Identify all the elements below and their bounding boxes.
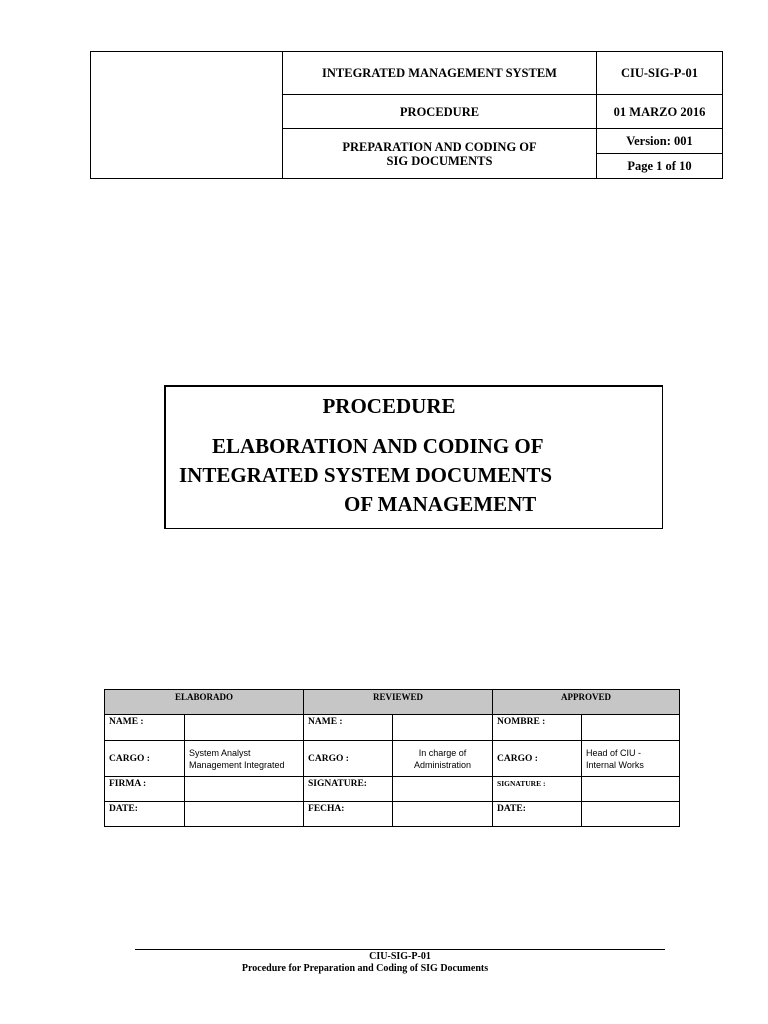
logo-placeholder [91,52,283,178]
title-line-4: OF MANAGEMENT [344,492,537,516]
value-date-reviewed [393,802,493,827]
header-subject-line1: PREPARATION AND CODING OF [342,139,537,154]
header-doc-type: PROCEDURE [283,95,596,129]
label-signature-approved: SIGNATURE : [493,777,582,802]
table-row-cargo [105,741,680,777]
value-signature-reviewed [393,777,493,802]
approval-header-row [105,690,680,715]
footer-description: Procedure for Preparation and Coding of SIG Documents [241,963,489,974]
header-page-number: Page 1 of 10 [627,159,692,173]
label-date-elaborated: DATE: [105,802,185,827]
value-cargo-reviewed-line1: In charge of [418,747,467,758]
value-signature-approved [582,777,680,802]
label-date-approved: DATE: [493,802,582,827]
value-cargo-approved-line1: Head of CIU - [586,747,642,758]
label-cargo-elaborated: CARGO : [105,741,185,777]
header-subject [283,129,596,178]
value-cargo-approved [582,741,680,777]
title-line-3: INTEGRATED SYSTEM DOCUMENTS [179,463,553,487]
label-cargo-reviewed: CARGO : [304,741,393,777]
label-signature-elaborated: FIRMA : [105,777,185,802]
header-center-column [283,52,597,178]
column-header-reviewed: REVIEWED [304,690,493,715]
label-signature-reviewed: SIGNATURE: [304,777,393,802]
title-line-2: ELABORATION AND CODING OF [212,434,544,458]
value-date-approved [582,802,680,827]
value-name-approved [582,715,680,741]
title-line-1: PROCEDURE [322,394,456,418]
value-cargo-reviewed-line2: Administration [414,759,472,770]
header-subject-line2: SIG DOCUMENTS [386,153,493,168]
value-cargo-reviewed [393,741,493,777]
column-header-approved: APPROVED [493,690,680,715]
value-cargo-elaborated-line1: System Analyst [189,747,251,758]
document-header [90,51,723,179]
label-date-reviewed: FECHA: [304,802,393,827]
value-name-reviewed [393,715,493,741]
value-signature-elaborated [185,777,304,802]
label-cargo-approved: CARGO : [493,741,582,777]
approval-table [104,689,680,827]
value-cargo-elaborated [185,741,304,777]
value-name-elaborated [185,715,304,741]
header-doc-code: CIU-SIG-P-01 [597,52,722,95]
label-name-elaborated: NAME : [105,715,185,741]
value-cargo-elaborated-line2: Management Integrated [189,759,285,770]
footer-divider [135,949,665,950]
label-name-approved: NOMBRE : [493,715,582,741]
value-date-elaborated [185,802,304,827]
title-box [164,385,663,529]
column-header-elaborated: ELABORADO [105,690,304,715]
table-row-date [105,802,680,827]
label-name-reviewed: NAME : [304,715,393,741]
header-date: 01 MARZO 2016 [597,95,722,129]
table-row-name [105,715,680,741]
table-row-signature [105,777,680,802]
footer-doc-code: CIU-SIG-P-01 [369,951,431,962]
header-system-name: INTEGRATED MANAGEMENT SYSTEM [283,52,596,95]
header-right-column [597,52,722,178]
header-version: Version: 001 [597,129,722,154]
value-cargo-approved-line2: Internal Works [586,759,644,770]
